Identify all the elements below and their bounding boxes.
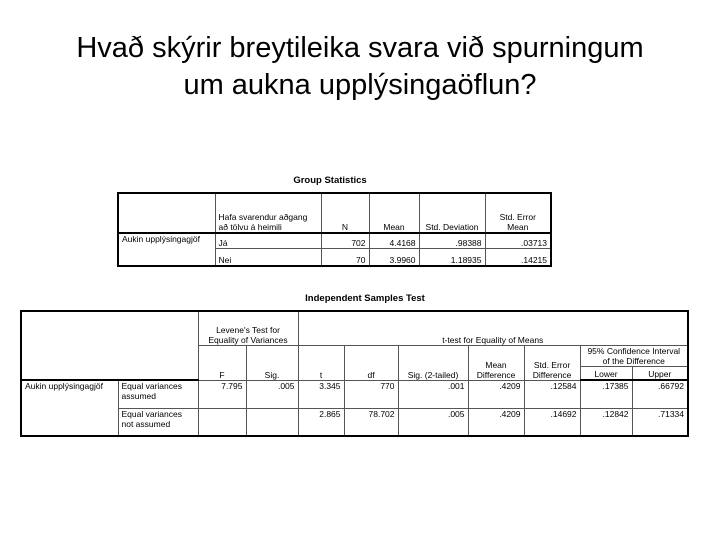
ist-corner-bottom: [21, 366, 198, 380]
gs-variable-label: Aukin upplýsingagjöf: [118, 233, 215, 248]
gs-col-se: Std. Error Mean: [485, 193, 551, 233]
ist-se-diff-value: .12584: [524, 380, 580, 408]
ist-col-se-diff: Std. Error Difference: [524, 345, 580, 380]
ist-col-lower: Lower: [580, 366, 632, 380]
gs-group-label: Nei: [215, 248, 321, 266]
ist-sig-value: .005: [246, 380, 298, 408]
ist-lower-value: .17385: [580, 380, 632, 408]
ist-df-value: 78.702: [344, 408, 398, 436]
gs-variable-spacer: [118, 248, 215, 266]
slide-title-line-2: um aukna upplýsingaöflun?: [183, 69, 537, 101]
ist-lower-value: .12842: [580, 408, 632, 436]
ist-upper-value: .71334: [632, 408, 688, 436]
gs-corner-cell: [118, 193, 215, 233]
group-statistics-caption: Group Statistics: [293, 175, 367, 186]
ist-col-mean-diff: Mean Difference: [468, 345, 524, 380]
gs-sd-value: 1.18935: [419, 248, 485, 266]
ist-mean-diff-value: .4209: [468, 380, 524, 408]
ist-col-upper: Upper: [632, 366, 688, 380]
ist-df-value: 770: [344, 380, 398, 408]
gs-sd-value: .98388: [419, 233, 485, 248]
gs-n-value: 70: [321, 248, 369, 266]
ist-t-value: 2.865: [298, 408, 344, 436]
ist-col-sig2: Sig. (2-tailed): [398, 345, 468, 380]
gs-mean-value: 3.9960: [369, 248, 419, 266]
ist-row-label: Equal variances not assumed: [118, 408, 198, 436]
gs-mean-value: 4.4168: [369, 233, 419, 248]
gs-se-value: .03713: [485, 233, 551, 248]
ist-t-value: 3.345: [298, 380, 344, 408]
ist-upper-value: .66792: [632, 380, 688, 408]
ist-col-df: df: [344, 345, 398, 380]
gs-grouping-header: Hafa svarendur aðgang að tölvu á heimili: [215, 193, 321, 233]
ist-f-value: [198, 408, 246, 436]
ist-corner-cell: [21, 311, 198, 345]
ist-sig-value: [246, 408, 298, 436]
ist-col-f: F: [198, 345, 246, 380]
ist-f-value: 7.795: [198, 380, 246, 408]
gs-col-mean: Mean: [369, 193, 419, 233]
ist-se-diff-value: .14692: [524, 408, 580, 436]
gs-col-n: N: [321, 193, 369, 233]
ist-ttest-header: t-test for Equality of Means: [298, 311, 688, 345]
ist-row-label: Equal variances assumed: [118, 380, 198, 408]
gs-se-value: .14215: [485, 248, 551, 266]
slide-title-line-1: Hvað skýrir breytileika svara við spurningum: [76, 32, 644, 64]
gs-col-sd: Std. Deviation: [419, 193, 485, 233]
ist-col-t: t: [298, 345, 344, 380]
gs-group-label: Já: [215, 233, 321, 248]
group-statistics-table: [117, 192, 552, 267]
independent-samples-table: [20, 310, 689, 437]
ist-variable-spacer: [21, 408, 118, 436]
ist-variable-label: Aukin upplýsingagjöf: [21, 380, 118, 408]
independent-test-caption: Independent Samples Test: [305, 293, 425, 304]
ist-mean-diff-value: .4209: [468, 408, 524, 436]
ist-col-sig: Sig.: [246, 345, 298, 380]
ist-ci-header: 95% Confidence Interval of the Difference: [580, 345, 688, 366]
ist-sig2-value: .005: [398, 408, 468, 436]
gs-n-value: 702: [321, 233, 369, 248]
ist-levene-header: Levene's Test for Equality of Variances: [198, 311, 298, 345]
ist-corner-spacer: [21, 345, 198, 366]
ist-sig2-value: .001: [398, 380, 468, 408]
slide-title: [20, 30, 700, 104]
